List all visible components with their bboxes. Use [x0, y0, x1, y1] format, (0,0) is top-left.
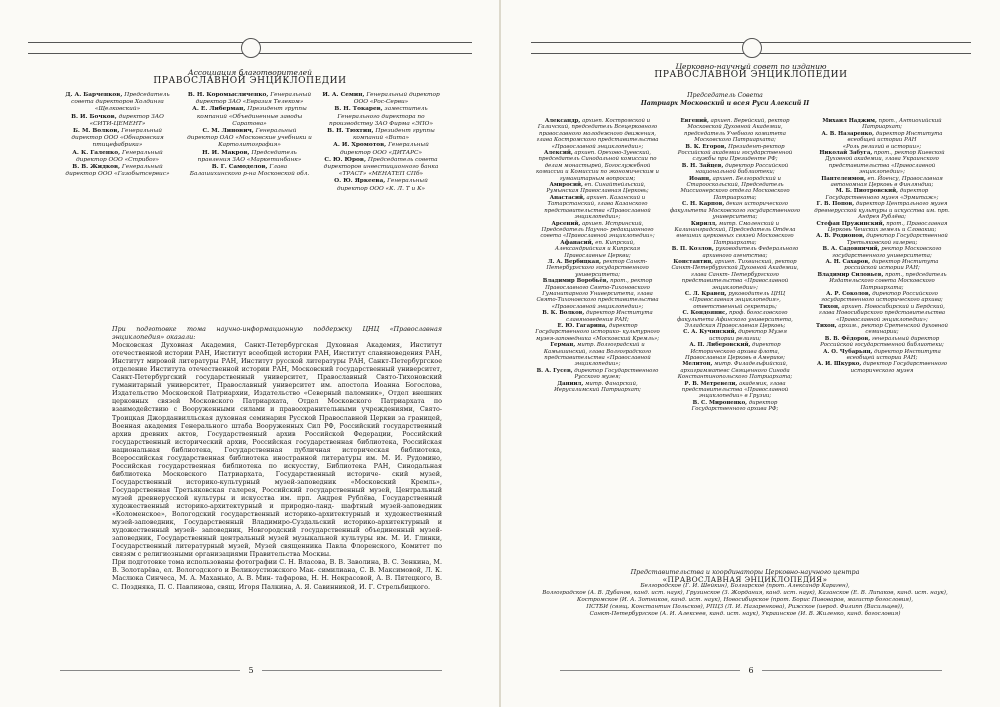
person-name: Владимир Воробьёв, [542, 278, 609, 285]
person-role: Председатель совета директоров Холдинга «Щелковский» [71, 92, 170, 113]
person-role: генеральный директор Российской государственной библиотеки; [820, 335, 944, 349]
sponsor-column-1 [60, 92, 175, 178]
person-role: Председатель совета директоров инвестиционного банка «ТРАСТ» «МЕНАТЕП СПб» [323, 156, 439, 178]
person-entry [812, 291, 952, 304]
person-name: В. Г. Самоделов, [211, 164, 268, 171]
person-name: А. Н. Сахаров, [825, 258, 871, 265]
person-role: руководитель Федерального архивного агентства; [702, 246, 799, 259]
person-role: проф. богословского факультета Афинского университета, Элладская Православная Церковь; [677, 310, 793, 329]
person-name: Кирилл, [690, 220, 718, 227]
person-name: Даниил, [557, 380, 584, 387]
person-entry [670, 246, 800, 259]
person-entry [322, 157, 440, 179]
person-entry [812, 361, 952, 374]
person-entry [670, 400, 800, 413]
reps-line: Костромское (И. А. Зотников, канд. ист. наук), Новосибирское (прот. Борис Пивоваров, магистр богословия), [577, 597, 913, 604]
person-name: Александр, [544, 118, 581, 124]
person-name: В. Н. Коромысличенко, [187, 92, 269, 98]
person-entry [322, 142, 440, 156]
reps-heading-line1: Представительства и координаторы Церковно-научного центра [630, 568, 860, 576]
person-role: Председатель правления ЗАО «Маркетинбанк» [197, 149, 302, 163]
person-entry [535, 368, 660, 381]
person-entry [187, 150, 312, 164]
person-entry [187, 92, 312, 106]
person-name: Г. В. Попов, [816, 201, 855, 208]
left-page [0, 0, 499, 707]
person-entry [812, 150, 952, 176]
person-role: прот., ректор Православного Свято-Тихоновского Гуманитарного Университета, глава Свято-Тихоновского представительства «Православной энциклопедии»; [536, 278, 659, 310]
person-role: митр. Филадельфийский, архиграмматевс Священного Синода Константинопольского Патриархата; [677, 361, 793, 381]
header-ornament [28, 42, 472, 54]
person-entry [812, 118, 952, 131]
person-entry [535, 310, 660, 323]
chair-name: Патриарх Московский и всея Руси Алексий II [640, 100, 810, 107]
person-name: В. К. Волков, [542, 310, 585, 317]
header-ornament [531, 42, 971, 54]
footer-rule-right [762, 670, 942, 671]
person-name: Владимир Силовьев, [817, 271, 884, 278]
person-name: Тихон, [815, 323, 837, 329]
person-role: архиеп. Тихвинский, ректор Санкт-Петербургской Духовной Академии, глава Санкт- Петербургского представительства «Православной энциклопедии»; [671, 258, 799, 291]
person-role: декан исторического факультета Московского государственного университета; [670, 201, 801, 221]
reps-line: ПСТБИ (свящ. Константин Польсков), РПЦЗ (Л. И. Назаренкова), Рижское (иерод. Филипп (Васильцев)), [586, 604, 904, 611]
person-role: архиеп. Истринский, Председатель Научно- редакционного совета «Православной энциклопедии»; [540, 220, 655, 240]
person-entry [812, 272, 952, 291]
person-name: А. В. Назаренко, [821, 130, 875, 137]
person-entry [535, 182, 660, 195]
person-entry [812, 233, 952, 246]
person-role: Генеральный директор ООО «Газобытсервис» [65, 164, 170, 178]
person-name: Б. М. Волков, [72, 128, 120, 135]
reps-heading-line2: «ПРАВОСЛАВНАЯ ЭНЦИКЛОПЕДИЯ» [662, 575, 828, 584]
person-entry [812, 259, 952, 272]
person-role: директор Российской национальной библиотеки; [695, 162, 789, 176]
person-name: Стефан Пружинский, [816, 220, 885, 227]
person-name: В. А. Садовничий, [822, 246, 880, 253]
person-entry [322, 106, 440, 128]
person-name: В. С. Мироненко, [692, 399, 748, 406]
person-entry [670, 361, 800, 380]
person-role: директор Государственного архива РФ; [691, 399, 779, 413]
person-entry [535, 259, 660, 278]
person-entry [812, 176, 952, 189]
council-column-3 [812, 118, 952, 374]
person-entry [812, 323, 952, 336]
person-role: еп. Йоенсу, Православная автономная Церковь в Финляндии; [830, 175, 943, 189]
person-role: Президент группы компаний «Объединенные заводы Саратова» [196, 106, 307, 127]
person-name: Алексий, [544, 150, 573, 157]
person-name: О. Ю. Яркеева, [334, 178, 386, 185]
person-name: В. И. Бочков, [71, 113, 117, 120]
person-name: Герман, [550, 342, 576, 349]
ack-intro: При подготовке тома научно-информационную поддержку ЦНЦ «Православная энциклопедия» оказали: [112, 325, 442, 342]
person-role: архиеп. Костромской и Галичский, председатель Всецерковного православного молодежного движения, глава Костромского представительства «Православной энциклопедии»; [536, 118, 659, 150]
person-role: директор Государственного исторического музея [850, 361, 948, 374]
org-heading [110, 68, 390, 86]
footer-rule-left [60, 670, 240, 671]
person-name: Д. А. Барченков, [65, 92, 123, 98]
page-number: 6 [748, 666, 754, 675]
person-role: архиеп. Верейский, ректор Московской Духовной Академии, председатель Учебного комитета Московского Патриархата; [684, 118, 790, 144]
person-role: архиеп. Новосибирский и Бердский, глава Новосибирского представительства «Православной энциклопедии»; [818, 303, 946, 323]
person-role: Генеральный директор ООО «Стрибог» [75, 149, 163, 163]
person-entry [670, 259, 800, 291]
person-entry [535, 381, 660, 394]
person-role: директор Государственного историко- культурного музея-заповедника «Московский Кремль»; [535, 323, 660, 342]
person-entry [60, 164, 175, 178]
person-name: Н. И. Макров, [202, 149, 250, 156]
person-name: А. В. Родионов, [816, 233, 865, 240]
person-role: архиеп. Орехово-Зуевский, председатель Синодальной комиссии по делам монастырей, Богослужебной комиссии и Комиссии по экономическим и гуманитарным вопросам; [536, 150, 659, 182]
person-entry [187, 164, 312, 178]
acknowledgements [112, 325, 442, 591]
org-heading [611, 62, 891, 80]
person-name: А. Р. Соколов, [826, 290, 871, 297]
reps-line: Волгоградское (А. В. Дубанов, канд. ист. наук), Грузинское (З. Жордания, канд. ист. наук), Казанское (Е. В. Липаков, канд. ист. наук), [542, 590, 948, 597]
council-column-1 [535, 118, 660, 393]
page-number: 5 [248, 666, 254, 675]
person-role: Генеральный директор ООО «Рос-Серви» [353, 92, 440, 106]
person-role: академик, глава представительства «Православной энциклопедии» в Грузии; [681, 380, 789, 400]
person-role: директор Института российской истории РАН; [844, 258, 939, 272]
person-role: прот., Православная Церковь Чешских земель и Словакии; [827, 220, 948, 233]
person-entry [670, 144, 800, 163]
person-role: директор Института всеобщей истории РАН [847, 130, 943, 144]
person-entry [670, 342, 800, 361]
council-column-2 [670, 118, 800, 413]
person-name: С. Н. Карпов, [681, 201, 725, 208]
person-name: В. В. Фёдоров, [824, 335, 871, 342]
person-role: митр. Фанарский, Иерусалимский Патриархат; [554, 380, 641, 394]
person-name: Афанасий, [560, 239, 594, 246]
person-entry [535, 240, 660, 259]
person-role: директор Государственного Русского музея; [574, 367, 659, 381]
person-name: Л. А. Вербицкая, [547, 258, 602, 265]
person-name: Е. Ю. Гагарина, [557, 323, 608, 329]
person-role: прот., председатель Издательского совета Московского Патриархата; [829, 271, 947, 291]
person-entry [670, 176, 800, 202]
person-name: В. В. Жидков, [72, 164, 121, 171]
person-entry [670, 201, 800, 220]
person-name: Арсений, [551, 220, 581, 227]
person-role: Генеральный директор ООО «К. Л. Т и К» [336, 178, 428, 192]
person-role: ректор Московского государственного университета; [832, 246, 942, 259]
person-name: В. П. Козлов, [671, 246, 714, 253]
org-heading-line2: ПРАВОСЛАВНОЙ ЭНЦИКЛОПЕДИИ [153, 76, 347, 86]
person-entry [187, 128, 312, 150]
footer-rule-left [560, 670, 740, 671]
person-name: С. А. Кучинский, [683, 329, 737, 336]
person-name: Амвросий, [549, 182, 583, 189]
person-role: еп. Кипрский, Александрийская и Кипрская Православные Церкви; [554, 239, 641, 259]
person-name: Тихон, [819, 303, 840, 310]
person-role: директор ЗАО «СИТИ-ЦЕМЕНТ» [89, 113, 164, 127]
person-entry [60, 114, 175, 128]
org-heading-line2: ПРАВОСЛАВНОЙ ЭНЦИКЛОПЕДИИ [654, 70, 848, 80]
person-entry [535, 278, 660, 310]
person-name: Р. В. Метревели, [684, 380, 738, 387]
person-entry [535, 323, 660, 342]
person-role: архиеп. Казанский и Татарстанский, глава Казанского представительства «Православной энциклопедии»; [544, 194, 651, 221]
person-entry [812, 201, 952, 220]
org-heading-line1: Церковно-научный совет по изданию [675, 62, 827, 71]
person-entry [812, 221, 952, 234]
person-entry [535, 342, 660, 368]
chair-title: Председатель Совета [687, 92, 763, 99]
person-role: Глава Балашихинского р-на Московской обл. [189, 164, 310, 178]
person-role: «Роль религий в истории»; [842, 143, 922, 150]
person-entry [812, 304, 952, 323]
person-role: Генеральный директор ООО «ДИТАРС» [339, 142, 429, 156]
reps-list [540, 583, 950, 618]
person-entry [187, 106, 312, 128]
person-entry [60, 92, 175, 114]
person-name: Михаил Наджим, [822, 118, 877, 124]
person-name: В. Н. Токарев, [334, 106, 383, 113]
person-name: А. И. Шкурко, [816, 361, 862, 368]
person-entry [670, 329, 800, 342]
person-name: А. П. Либеровский, [689, 342, 751, 349]
person-entry [812, 188, 952, 201]
person-entry [60, 150, 175, 164]
reps-line: Белгородское (Г. И. Шейкин), Болгарское (прот. Александр Караген), [640, 583, 850, 590]
person-entry [812, 131, 952, 144]
person-entry [812, 336, 952, 349]
person-name: В. Н. Тюхтин, [327, 128, 374, 135]
person-name: А. К. Галенко, [72, 149, 121, 156]
person-role: митр. Смоленский и Калининградский, Председатель Отдела внешних церковных связей Московского Патриархата; [674, 220, 796, 246]
person-entry [670, 310, 800, 329]
person-name: А. И. Хромотов, [333, 142, 387, 149]
person-role: митр. Волгоградский и Камышинский, глава Волгоградского представительства «Православной энциклопедии»; [543, 342, 652, 368]
person-name: С. Л. Кравец, [684, 290, 727, 297]
person-entry [535, 195, 660, 221]
person-role: ректор Санкт-Петербургского государственного университета; [546, 258, 649, 278]
person-entry [322, 178, 440, 192]
sponsor-column-3 [322, 92, 440, 193]
sponsor-column-2 [187, 92, 312, 178]
org-heading-line1: Ассоциация благотворителей [188, 68, 312, 77]
ack-body: Московская Духовная Академия, Санкт-Петербургская Духовная Академия, Институт отечественной истории РАН, Институт всеобщей истории РАН, Институт славяноведения РАН, Институт мировой литературы РАН, Институт русской литературы РАН, Санкт-Петербургское отделение Института отечественной истории РАН, Московский государственный университет, Санкт-Петербургский государственный университет, Православный Свято-Тихоновский гуманитарный университет, Православный университет им. апостола Иоанна Богослова, Издательство Московской Патриархии, Издательство «Северный паломник», Отдел внешних церковных связей Московского Патриархата, Отдел Московского Патриархата по взаимодействию с Вооруженными силами и правоохранительными учреждениями, Свято-Троицкая Джорданвилльская духовная семинария Русской Православной Церкви за границей, Военная академия Генерального штаба Вооруженных Сил РФ, Российский государственный архив древних актов, Государственный архив Российской Федерации, Российский государственный исторический архив, Российская государственная библиотека, Российская национальная библиотека, Государственная публичная историческая библиотека, Всероссийская государственная библиотека иностранной литературы им. М. И. Рудомино, Российская государственная библиотека по искусству, Библиотека РАН, Синодальная библиотека Московского Патриархата, Государственный историче- ский музей, Государственный историко-культурный музей-заповедник «Московский Кремль», Государственная Третьяковская галерея, Российский государственный музей, Центральный музей древнерусской культуры и искусства им. прп. Андрея Рублёва, Государственный художественный историко-архитектурный и природно-ланд- шафтный музей-заповедник «Коломенское», Вологодский государственный историко-архитектурный и художественный музей-заповедник, Государственный Владимиро-Суздальский историко-архитектурный и художественный музей- заповедник, Новгородский государственный объединенный музей-заповедник, Государственный центральный музей музыкальной культуры им. М. И. Глинки, Государственный литературный музей, Музей священника Павла Флоренского, Комитет по связям с религиозными организациями Правительства Москвы. [112, 341, 442, 559]
person-name: Евгений, [680, 118, 709, 124]
person-role: директор Центрального музея древнерусской культуры и искусства им. прп. Андрея Рублёва; [814, 201, 950, 221]
person-role: директор Государственной Третьяковской галереи; [846, 233, 948, 246]
person-name: А. Е. Либерман, [192, 106, 246, 113]
footer-rule-right [262, 670, 442, 671]
reps-line: Санкт-Петербургское (А. И. Алексеев, канд. ист. наук), Украинское (И. В. Жиленко, канд. богословия) [589, 611, 901, 618]
person-name: С. Ю. Юров, [324, 156, 366, 163]
person-role: заместитель Генерального директора по производству ЗАО Фирма «ЭПО» [329, 106, 433, 127]
person-role: директор Исторического архива флота, Православная Церковь в Америке; [685, 342, 785, 362]
person-role: Генеральный директор ООО «Обнаровская птицефабрика» [71, 128, 164, 149]
person-entry [812, 246, 952, 259]
ack-photos: При подготовке тома использованы фотографии С. Н. Власова, В. В. Заволина, В. С. Зенкина, М. В. Золотарёва, ел. Вологодского и Великоустюжского Мак- симилиана, С. В. Максимовой, Л. К. Маслюка Синчеса, М. А. Маханько, А. В. Мин- тафарова, Н. Н. Некрасовой, А. В. Пятецкого, В. С. Поздняка, П. С. Павлинова, свящ. Игоря Палкина, А. Я. Савинникой, И. Г. Стрельбицкого. [112, 558, 442, 591]
person-role: архим., ректор Сретенской духовной семинарии; [838, 323, 949, 336]
person-name: Николай Забуга, [819, 150, 873, 157]
person-name: А. О. Чубарьян, [823, 348, 873, 355]
person-role: Президент группы компаний «Вита» [352, 128, 435, 142]
person-name: Иоанн, [689, 175, 711, 182]
person-role: Президент-ректор Российской академии государственной службы при Президенте РФ; [677, 143, 793, 163]
person-name: С. Кондоянис, [682, 310, 728, 317]
person-entry [60, 128, 175, 150]
person-role: директор Российского государственного исторического архива; [821, 290, 943, 304]
person-entry [535, 150, 660, 182]
person-role: прот., ректор Киевской Духовной академии, глава Украинского представительства «Православной энциклопедии»; [825, 150, 945, 176]
person-role: еп. Синайтейльский, Румынская Православная Церковь; [546, 182, 649, 195]
person-entry [322, 128, 440, 142]
person-name: В. Н. Зайцев, [681, 162, 724, 169]
person-entry [535, 118, 660, 150]
person-name: Пантелеимон, [821, 175, 866, 182]
person-name: Мелитон, [682, 361, 713, 368]
person-entry [670, 381, 800, 400]
person-name: В. А. Гусев, [536, 367, 573, 374]
person-role: руководитель ЦНЦ «Православная энциклопедия», ответственный секретарь; [689, 290, 786, 310]
person-entry [670, 221, 800, 247]
person-role: директор Института славяноведения РАН; [566, 310, 653, 323]
person-entry [670, 291, 800, 310]
person-entry [812, 349, 952, 362]
person-role: директор Государственного музея «Эрмитаж»; [825, 188, 939, 201]
person-name: М. Б. Пиотровский, [835, 188, 898, 195]
person-role: директор Института всеобщей истории РАН; [846, 348, 941, 362]
person-role: Генеральный директор ЗАО «Евразия Телеком» [195, 92, 312, 106]
person-role: архиеп. Белгородский и Старооскольский, Председатель Миссионерского отдела Московского Патриархата; [680, 175, 790, 201]
person-entry [322, 92, 440, 106]
council-chair [600, 92, 850, 108]
person-role: Генеральный директор ОАО «Московские учебники и Картолитография» [187, 128, 312, 149]
person-role: директор Музея истории религии; [709, 329, 787, 342]
person-name: Константин, [673, 258, 714, 265]
person-entry [535, 221, 660, 240]
person-name: В. К. Егоров, [685, 143, 727, 150]
person-entry [670, 163, 800, 176]
person-name: С. М. Линович, [202, 128, 254, 135]
person-name: Анастасий, [549, 194, 585, 201]
person-entry [670, 118, 800, 144]
representatives [540, 568, 950, 619]
person-name: И. А. Семин, [322, 92, 365, 98]
person-role: прот., Антиохийский Патриархат; [862, 118, 942, 131]
